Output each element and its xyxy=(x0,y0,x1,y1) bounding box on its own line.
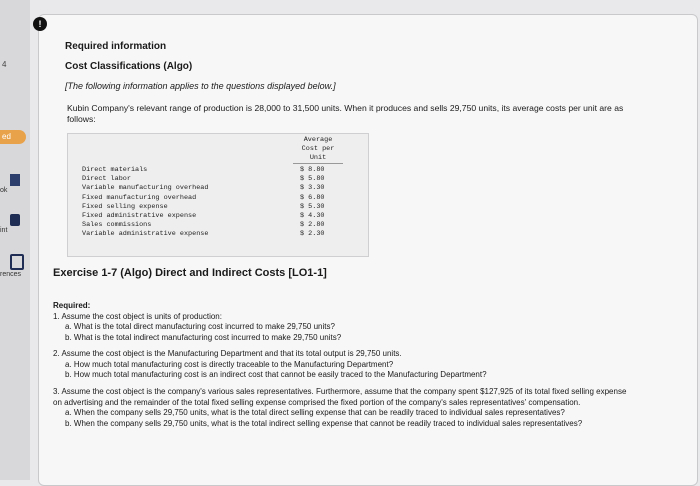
question-text: 2. Assume the cost object is the Manufacturing Department and that its total output is 29,750 units. xyxy=(53,349,402,358)
sidebar-item-label: rences xyxy=(0,271,22,278)
cost-label: Direct materials xyxy=(82,166,148,174)
sidebar-item-label: ok xyxy=(0,187,8,194)
table-row xyxy=(82,194,352,203)
cost-value: $ 3.30 xyxy=(300,184,325,193)
question-part: a. What is the total direct manufacturing cost incurred to make 29,750 units? xyxy=(65,322,335,331)
cost-value: $ 2.30 xyxy=(300,230,325,239)
cost-value: $ 5.80 xyxy=(300,175,325,184)
print-icon xyxy=(10,214,20,226)
info-note: [The following information applies to the questions displayed below.] xyxy=(65,81,336,91)
divider xyxy=(293,163,343,164)
question-part: b. What is the total indirect manufacturing cost incurred to make 29,750 units? xyxy=(65,332,342,342)
sidebar-item-print[interactable] xyxy=(0,214,30,234)
cost-value: $ 4.30 xyxy=(300,211,325,220)
cost-label: Variable administrative expense xyxy=(82,230,209,239)
question-1 xyxy=(53,301,633,343)
table-row xyxy=(82,203,352,212)
sidebar-item-ebook[interactable] xyxy=(0,174,30,194)
question-part: a. How much total manufacturing cost is directly traceable to the Manufacturing Department? xyxy=(65,359,394,369)
question-text: 3. Assume the cost object is the company's various sales representatives. Furthermore, assume that the company spent $127,925 of its total fixed selling expense on advertising and the remainder of the total fixed selling expense comprised the fixed portion of the company's sales representatives' compensation. xyxy=(53,387,627,407)
question-card xyxy=(38,14,698,486)
cost-value: $ 2.80 xyxy=(300,221,325,230)
question-text: 1. Assume the cost object is units of production: xyxy=(53,311,222,321)
cost-value: $ 5.30 xyxy=(300,202,325,211)
cost-value: $ 8.80 xyxy=(300,166,325,174)
cost-label: Fixed selling expense xyxy=(82,202,168,211)
table-row xyxy=(82,212,352,221)
question-number[interactable]: 4 xyxy=(2,60,7,69)
left-sidebar xyxy=(0,0,30,480)
table-row xyxy=(82,221,352,230)
intro-text: Kubin Company's relevant range of production is 28,000 to 31,500 units. When it produces and sells 29,750 units, its average costs per unit are as follows: xyxy=(67,103,624,124)
question-2 xyxy=(53,349,633,381)
references-icon xyxy=(10,254,24,270)
table-row xyxy=(82,175,352,184)
cost-label: Direct labor xyxy=(82,175,131,184)
cost-label: Variable manufacturing overhead xyxy=(82,184,209,193)
sidebar-item-label: int xyxy=(0,227,8,234)
table-row xyxy=(82,166,352,175)
table-header: Average Cost per Unit xyxy=(301,136,335,162)
page-subtitle: Cost Classifications (Algo) xyxy=(65,61,193,72)
table-row xyxy=(82,230,352,239)
required-label: Required: xyxy=(53,301,91,310)
question-part: b. When the company sells 29,750 units, what is the total indirect selling expense that cannot be readily traced to individual sales representatives? xyxy=(65,418,583,428)
table-row xyxy=(82,184,352,193)
question-3 xyxy=(53,387,633,429)
status-badge: ed xyxy=(0,130,26,144)
book-icon xyxy=(10,174,20,186)
alert-icon: ! xyxy=(33,17,47,31)
cost-label: Fixed administrative expense xyxy=(82,211,197,220)
question-part: a. When the company sells 29,750 units, what is the total direct selling expense that can be readily traced to individual sales representatives? xyxy=(65,408,565,417)
cost-label: Fixed manufacturing overhead xyxy=(82,193,197,202)
exercise-title: Exercise 1-7 (Algo) Direct and Indirect Costs [LO1-1] xyxy=(53,267,327,279)
sidebar-item-references[interactable] xyxy=(0,254,30,278)
page-title: Required information xyxy=(65,41,167,52)
table-body xyxy=(82,166,352,240)
cost-label: Sales commissions xyxy=(82,221,152,230)
cost-value: $ 6.80 xyxy=(300,193,325,202)
question-part: b. How much total manufacturing cost is an indirect cost that cannot be easily traced to the Manufacturing Department? xyxy=(65,370,487,379)
cost-table xyxy=(67,133,369,257)
